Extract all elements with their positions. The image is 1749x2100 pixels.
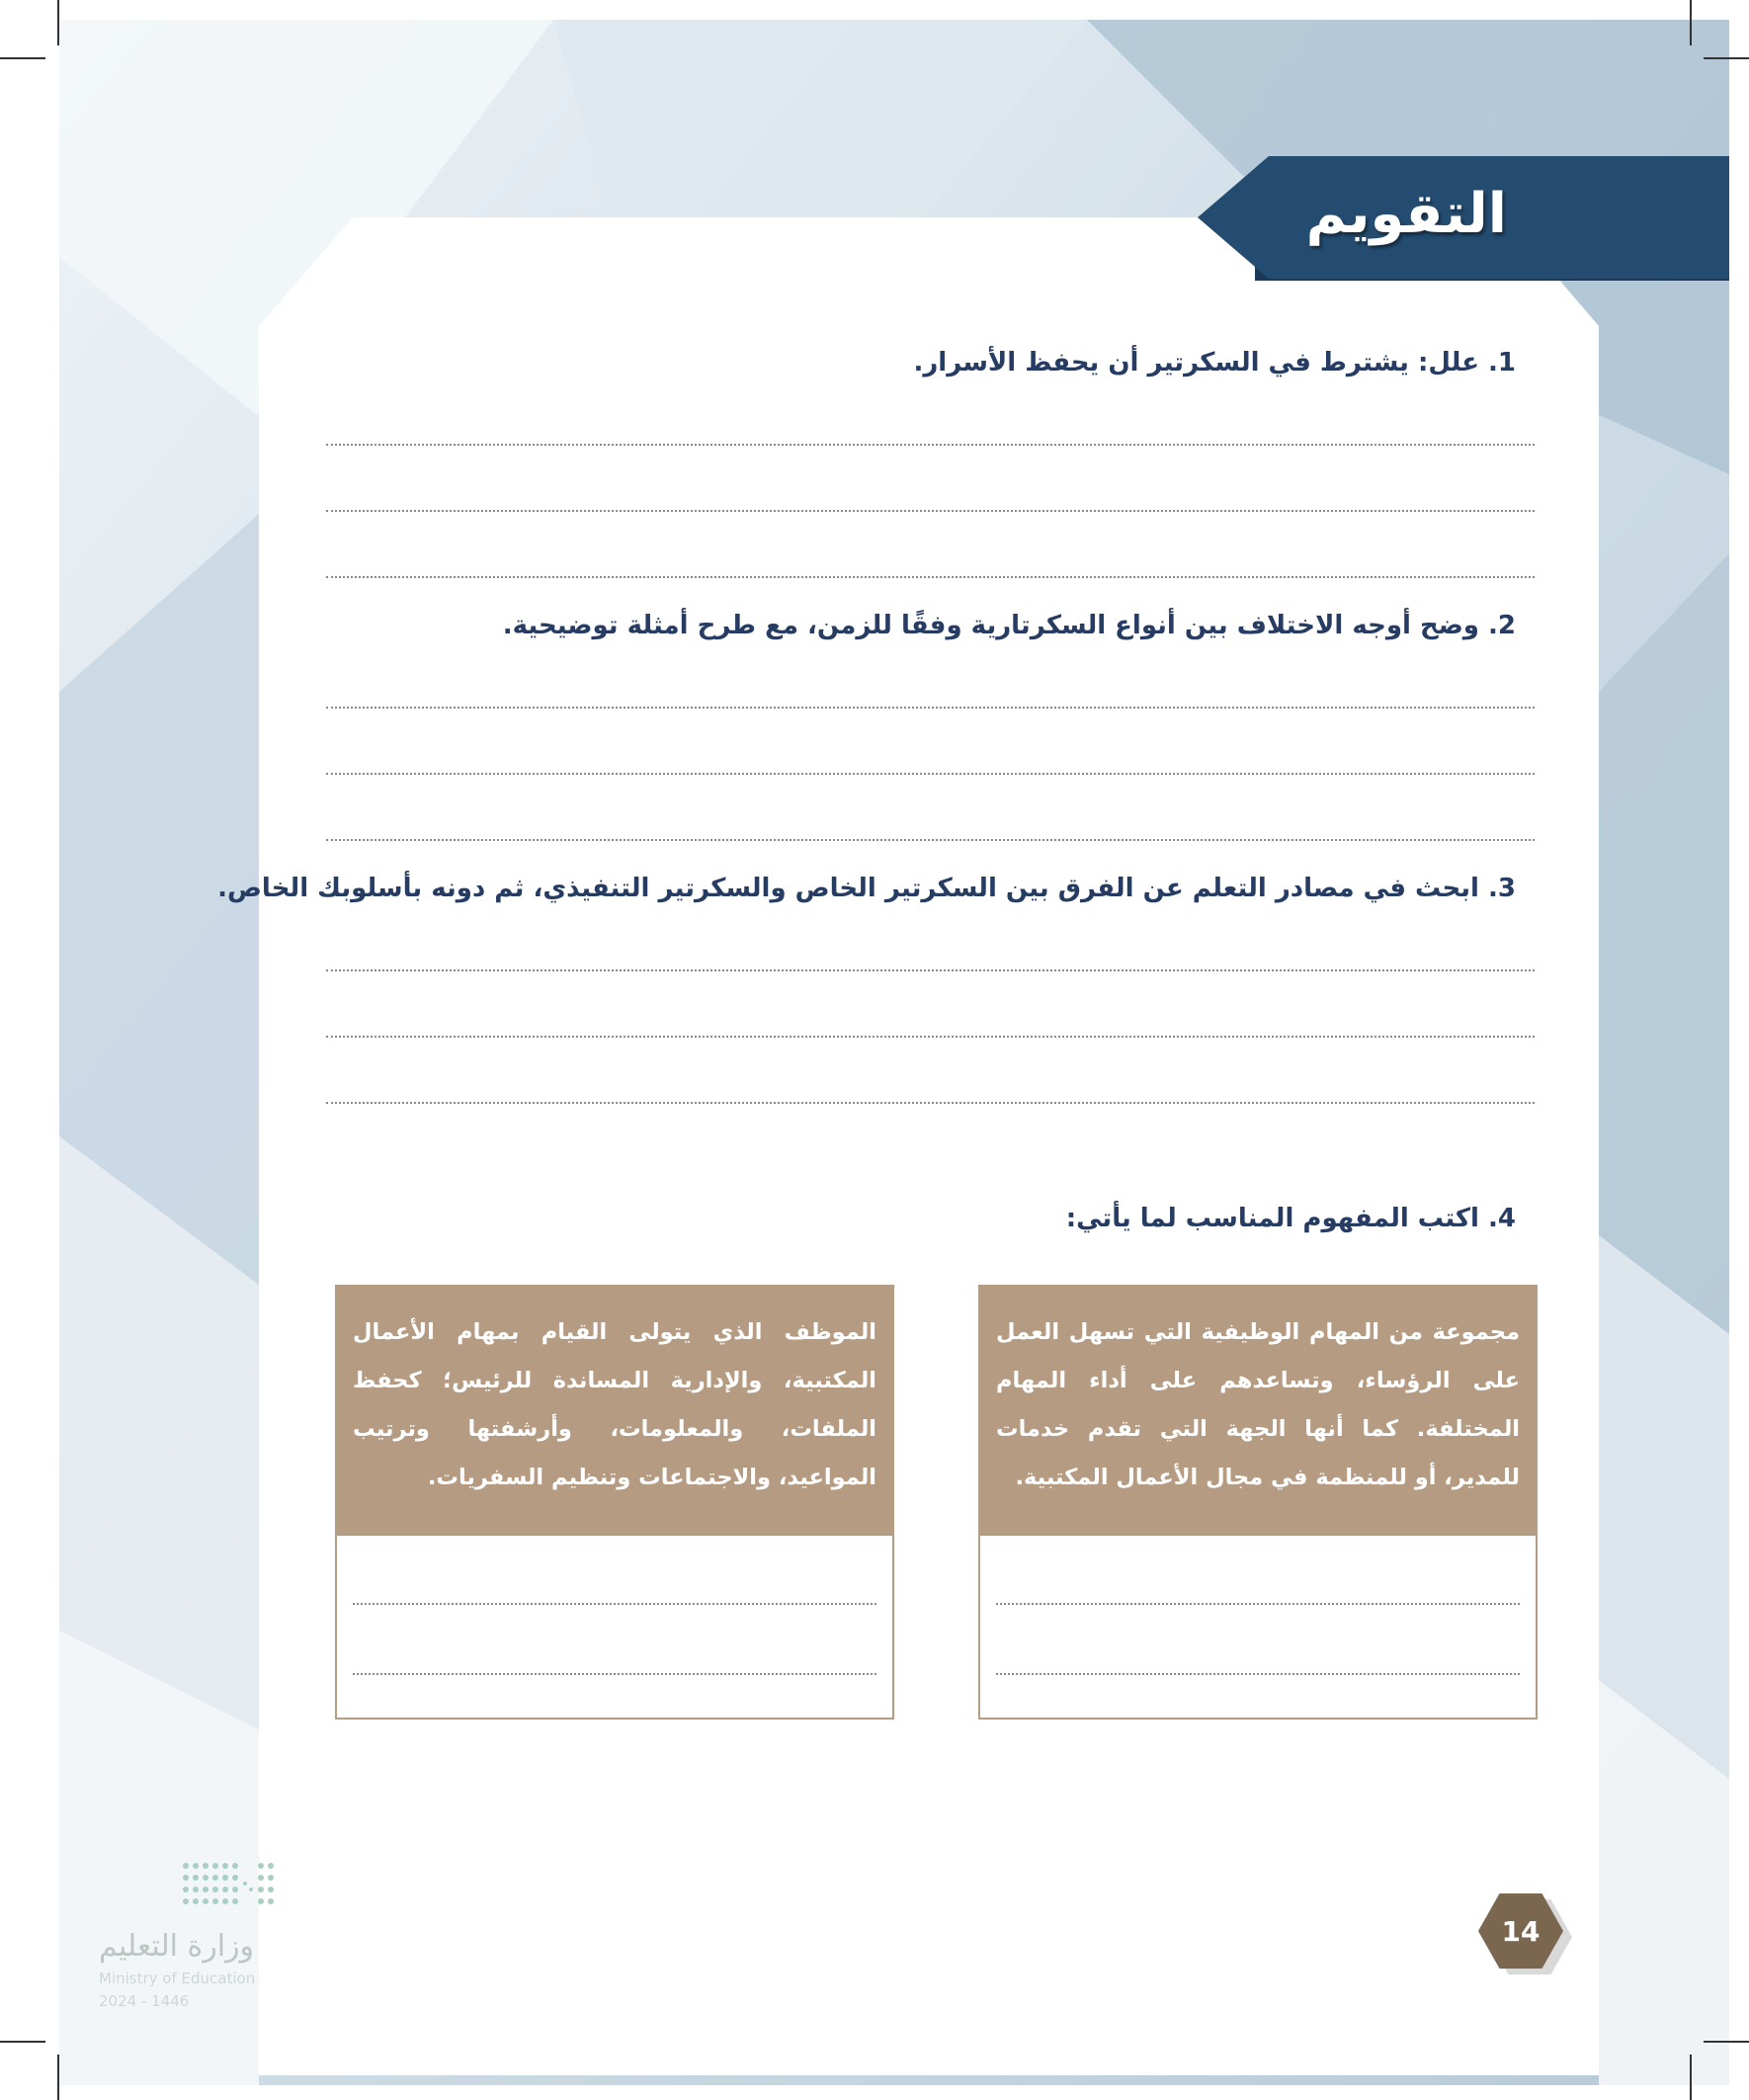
answer-line[interactable] (326, 444, 1535, 446)
concept-definition: الموظف الذي يتولى القيام بمهام الأعمال المكتبية، والإدارية المساندة للرئيس؛ كحفظ الملفات، والمعلومات، وأرشفتها وترتيب المواعيد، والاجتماعات وتنظيم السفريات. (337, 1287, 892, 1536)
concept-definition: مجموعة من المهام الوظيفية التي تسهل العمل على الرؤساء، وتساعدهم على أداء المهام المختلفة. كما أنها الجهة التي تقدم خدمات للمدير، أو للمنظمة في مجال الأعمال المكتبية. (980, 1287, 1536, 1536)
crop-mark (1690, 2055, 1692, 2100)
answer-line[interactable] (326, 1036, 1535, 1038)
page-number: 14 (1501, 1914, 1541, 1948)
crop-mark (0, 57, 45, 59)
concept-box-left (335, 1285, 894, 1720)
crop-mark (0, 2041, 45, 2043)
question-4: 4. اكتب المفهوم المناسب لما يأتي: (1065, 1204, 1516, 1233)
answer-line[interactable] (326, 1102, 1535, 1104)
ministry-name-english: Ministry of Education (99, 1970, 256, 1987)
answer-line[interactable] (996, 1603, 1520, 1605)
answer-line[interactable] (326, 510, 1535, 512)
crop-mark (1704, 57, 1749, 59)
crop-mark (1704, 2041, 1749, 2043)
crop-mark (57, 0, 59, 45)
answer-line[interactable] (353, 1673, 876, 1675)
crop-mark (1690, 0, 1692, 45)
answer-line[interactable] (326, 969, 1535, 971)
question-3: 3. ابحث في مصادر التعلم عن الفرق بين السكرتير الخاص والسكرتير التنفيذي، ثم دونه بأسلوبك الخاص. (217, 874, 1516, 903)
answer-line[interactable] (996, 1673, 1520, 1675)
question-1: 1. علل: يشترط في السكرتير أن يحفظ الأسرار. (913, 348, 1516, 378)
answer-line[interactable] (326, 839, 1535, 841)
question-2: 2. وضح أوجه الاختلاف بين أنواع السكرتارية وفقًا للزمن، مع طرح أمثلة توضيحية. (502, 611, 1516, 640)
worksheet-panel (259, 217, 1599, 2075)
ministry-year: 2024 - 1446 (99, 1992, 190, 2010)
crop-mark (57, 2055, 59, 2100)
concept-box-right (978, 1285, 1538, 1720)
ministry-name-arabic: وزارة التعليم (99, 1929, 255, 1964)
answer-line[interactable] (326, 707, 1535, 709)
answer-line[interactable] (326, 773, 1535, 775)
answer-line[interactable] (326, 576, 1535, 578)
section-title: التقويم (1305, 182, 1507, 246)
answer-line[interactable] (353, 1603, 876, 1605)
